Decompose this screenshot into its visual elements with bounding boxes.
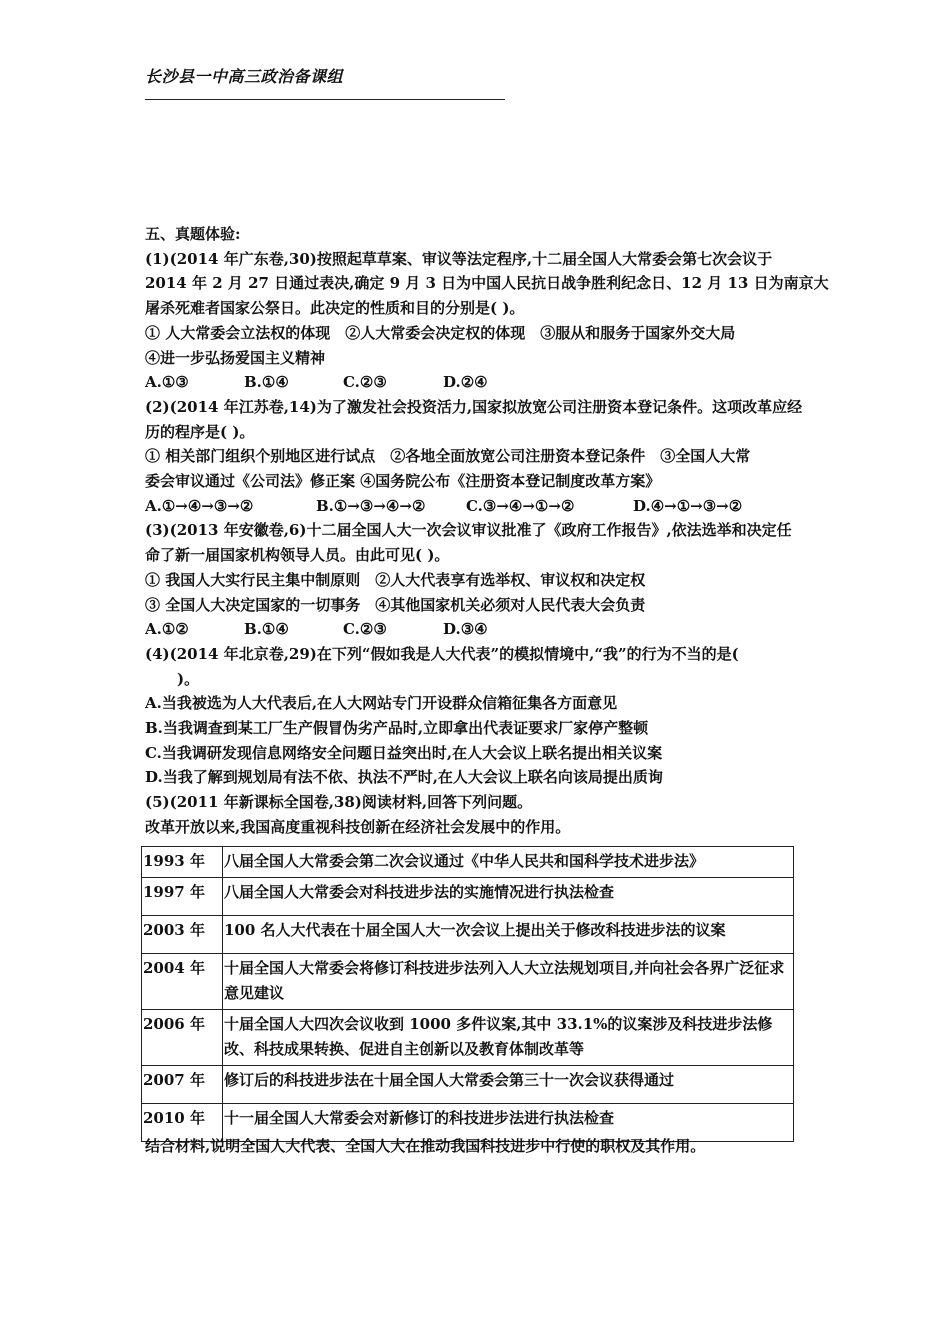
event-cell: 十一届全国人大常委会对新修订的科技进步法进行执法检查 — [223, 1104, 794, 1142]
section-title: 五、真题体验: — [145, 225, 241, 243]
question-4 — [145, 642, 835, 790]
question-1 — [145, 247, 835, 395]
question-1-line-2: 2014 年 2 月 27 日通过表决,确定 9 月 3 日为中国人民抗日战争胜利纪念日、12 月 13 日为南京大 — [145, 274, 829, 293]
question-2-line-1: (2)(2014 年江苏卷,14)为了激发社会投资活力,国家拟放宽公司注册资本登记条件。这项改革应经 — [145, 397, 803, 416]
table-row — [142, 847, 794, 878]
year-cell: 2007 年 — [142, 1066, 223, 1104]
event-cell: 八届全国人大常委会对科技进步法的实施情况进行执法检查 — [223, 878, 794, 916]
question-2 — [145, 395, 835, 519]
legislation-timeline-table — [141, 846, 794, 1142]
questions-section — [145, 222, 835, 840]
table-row — [142, 878, 794, 916]
question-1-line-3: 屠杀死难者国家公祭日。此决定的性质和目的分别是( )。 — [145, 299, 525, 318]
question-3-statement-2: ③ 全国人大决定国家的一切事务 ④其他国家机关必须对人民代表大会负责 — [145, 595, 646, 614]
option-a[interactable]: A.当我被选为人大代表后,在人大网站专门开设群众信箱征集各方面意见 — [145, 694, 618, 713]
question-5-line-2: 改革开放以来,我国高度重视科技创新在经济社会发展中的作用。 — [145, 817, 571, 836]
option-d[interactable]: D.当我了解到规划局有法不依、执法不严时,在人大会议上联名向该局提出质询 — [145, 768, 663, 787]
option-a[interactable]: A.①→④→③→② — [145, 496, 254, 515]
event-cell: 修订后的科技进步法在十届全国人大常委会第三十一次会议获得通过 — [223, 1066, 794, 1104]
option-a[interactable]: A.①③ — [145, 373, 189, 392]
option-c[interactable]: C.当我调研发现信息网络安全问题日益突出时,在人大会议上联名提出相关议案 — [145, 743, 663, 762]
question-1-statement-1: ① 人大常委会立法权的体现 ②人大常委会决定权的体现 ③服从和服务于国家外交大局 — [145, 323, 736, 342]
question-3-statement-1: ① 我国人大实行民主集中制原则 ②人大代表享有选举权、审议权和决定权 — [145, 570, 646, 589]
option-b[interactable]: B.①④ — [244, 620, 289, 639]
table-row — [142, 916, 794, 954]
event-cell: 十届全国人大四次会议收到 1000 多件议案,其中 33.1%的议案涉及科技进步法修改、科技成果转换、促进自主创新以及教育体制改革等 — [223, 1010, 794, 1066]
table-row — [142, 1010, 794, 1066]
question-3-line-1: (3)(2013 年安徽卷,6)十二届全国人大一次会议审议批准了《政府工作报告》,依法选举和决定任 — [145, 521, 792, 540]
year-cell: 2010 年 — [142, 1104, 223, 1142]
event-cell: 100 名人大代表在十届全国人大一次会议上提出关于修改科技进步法的议案 — [223, 916, 794, 954]
question-5-line-1: (5)(2011 年新课标全国卷,38)阅读材料,回答下列问题。 — [145, 793, 533, 812]
question-2-statement-1: ① 相关部门组织个别地区进行试点 ②各地全面放宽公司注册资本登记条件 ③全国人大常 — [145, 447, 751, 466]
question-4-line-1: (4)(2014 年北京卷,29)在下列“假如我是人大代表”的模拟情境中,“我”的行为不当的是( — [145, 644, 739, 663]
option-c[interactable]: C.③→④→①→② — [466, 496, 575, 515]
question-3-line-2: 命了新一届国家机构领导人员。由此可见( )。 — [145, 546, 450, 565]
option-b[interactable]: B.当我调查到某工厂生产假冒伪劣产品时,立即拿出代表证要求厂家停产整顿 — [145, 719, 649, 738]
year-cell: 2003 年 — [142, 916, 223, 954]
option-d[interactable]: D.④→①→③→② — [633, 496, 743, 515]
header-title: 长沙县一中高三政治备课组 — [145, 67, 344, 86]
event-cell: 八届全国人大常委会第二次会议通过《中华人民共和国科学技术进步法》 — [223, 847, 794, 878]
table-row — [142, 954, 794, 1010]
year-cell: 1993 年 — [142, 847, 223, 878]
table-row — [142, 1066, 794, 1104]
option-c[interactable]: C.②③ — [343, 620, 387, 639]
question-2-line-2: 历的程序是( )。 — [145, 422, 255, 441]
option-d[interactable]: D.③④ — [443, 620, 488, 639]
option-b[interactable]: B.①→③→④→② — [316, 496, 426, 515]
question-1-statement-2: ④进一步弘扬爱国主义精神 — [145, 348, 326, 367]
question-5 — [145, 790, 835, 839]
year-cell: 1997 年 — [142, 878, 223, 916]
page-header — [145, 64, 505, 87]
header-divider — [145, 99, 505, 100]
year-cell: 2004 年 — [142, 954, 223, 1010]
question-2-options — [145, 494, 835, 519]
option-a[interactable]: A.①② — [145, 620, 189, 639]
option-d[interactable]: D.②④ — [443, 373, 488, 392]
question-4-line-2: )。 — [177, 669, 200, 688]
question-2-statement-2: 委会审议通过《公司法》修正案 ④国务院公布《注册资本登记制度改革方案》 — [145, 472, 661, 491]
event-cell: 十届全国人大常委会将修订科技进步法列入人大立法规划项目,并向社会各界广泛征求意见建议 — [223, 954, 794, 1010]
option-b[interactable]: B.①④ — [244, 373, 289, 392]
question-3 — [145, 518, 835, 642]
year-cell: 2006 年 — [142, 1010, 223, 1066]
question-1-options — [145, 370, 835, 395]
option-c[interactable]: C.②③ — [343, 373, 387, 392]
question-5-prompt: 结合材料,说明全国人大代表、全国人大在推动我国科技进步中行使的职权及其作用。 — [145, 1137, 706, 1155]
question-3-options — [145, 617, 835, 642]
question-1-line-1: (1)(2014 年广东卷,30)按照起草草案、审议等法定程序,十二届全国人大常委会第七次会议于 — [145, 249, 773, 268]
